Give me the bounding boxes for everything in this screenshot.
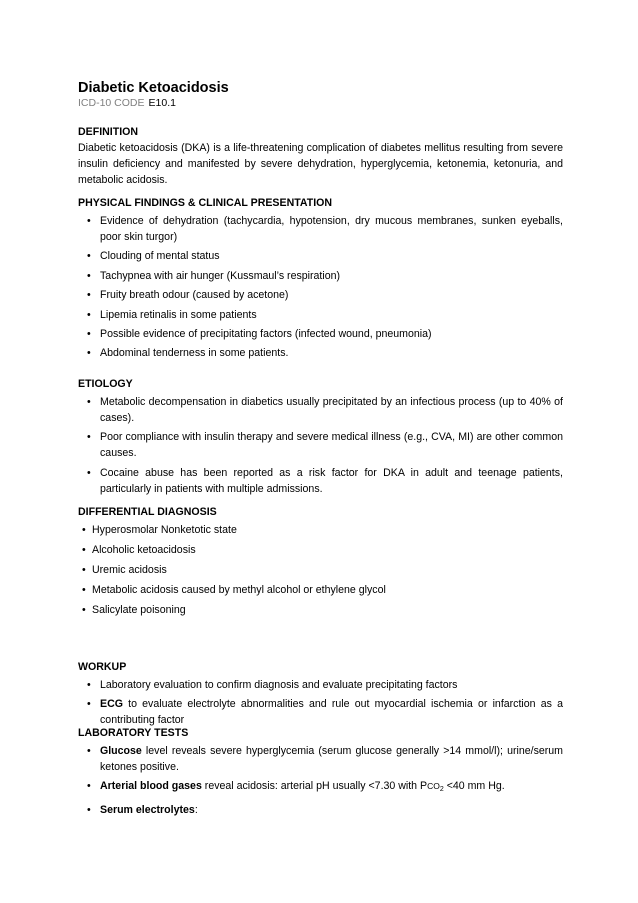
differential-section: [78, 505, 563, 622]
list-item: • Arterial blood gases reveal acidosis: arterial pH usually <7.30 with $PCO_2 <40$ mm Hg.: [87, 780, 505, 794]
list-item: • Fruity breath odour (caused by acetone): [87, 289, 289, 302]
icd-label: ICD-10 CODE: [78, 97, 145, 109]
etiology-section: [78, 377, 563, 500]
workup-section: [78, 660, 563, 728]
list-item: • Alcoholic ketoacidosis: [82, 544, 196, 556]
list-item: • Glucose level reveals severe hyperglycemia (serum glucose generally >14 mmol/l); urine/serum ketones positive.: [87, 745, 563, 773]
list-item: • Laboratory evaluation to confirm diagnosis and evaluate precipitating factors: [87, 679, 458, 691]
physical-findings-section: [78, 196, 563, 365]
definition-heading: DEFINITION: [78, 126, 139, 138]
list-item: • Serum electrolytes:: [87, 803, 198, 816]
definition-text: Diabetic ketoacidosis (DKA) is a life-threatening complication of diabetes mellitus resulting from severe insulin deficiency and manifested by severe dehydration, hyperglycemia, ketonemia, ketonuria, and metabolic acidosis.: [78, 142, 563, 186]
list-item: • Hyperosmolar Nonketotic state: [82, 524, 237, 536]
list-item: • Salicylate poisoning: [82, 604, 186, 616]
list-item: • Lipemia retinalis in some patients: [87, 308, 257, 321]
list-item: • Uremic acidosis: [82, 564, 167, 576]
etiology-heading: ETIOLOGY: [78, 378, 133, 390]
list-item: • Metabolic decompensation in diabetics usually precipitated by an infectious process (up to 40% of cases).: [87, 396, 563, 424]
workup-heading: WORKUP: [78, 661, 127, 673]
list-item: • Evidence of dehydration (tachycardia, hypotension, dry mucous membranes, sunken eyeballs, poor skin turgor): [87, 215, 563, 243]
definition-section: [78, 125, 563, 188]
list-item: • Cocaine abuse has been reported as a risk factor for DKA in adult and teenage patients, particularly in patients with multiple admissions.: [87, 466, 563, 495]
physical-findings-heading: PHYSICAL FINDINGS & CLINICAL PRESENTATION: [78, 197, 333, 209]
differential-heading: DIFFERENTIAL DIAGNOSIS: [78, 506, 217, 518]
list-item: • Poor compliance with insulin therapy and severe medical illness (e.g., CVA, MI) are other common causes.: [87, 431, 563, 460]
list-item: • Clouding of mental status: [87, 250, 220, 263]
document-title: Diabetic Ketoacidosis: [78, 80, 229, 96]
list-item: • Abdominal tenderness in some patients.: [87, 347, 289, 360]
list-item: • Metabolic acidosis caused by methyl alcohol or ethylene glycol: [82, 584, 386, 596]
list-item: • Tachypnea with air hunger (Kussmaul’s respiration): [87, 269, 341, 282]
icd-code: E10.1: [148, 97, 176, 109]
laboratory-tests-heading: LABORATORY TESTS: [78, 727, 189, 739]
list-item: • ECG to evaluate electrolyte abnormalities and rule out myocardial ischemia or infarction as a contributing factor: [87, 698, 563, 727]
laboratory-tests-section: [78, 726, 563, 821]
icd-code-line: [78, 96, 176, 110]
list-item: • Possible evidence of precipitating factors (infected wound, pneumonia): [87, 327, 432, 340]
